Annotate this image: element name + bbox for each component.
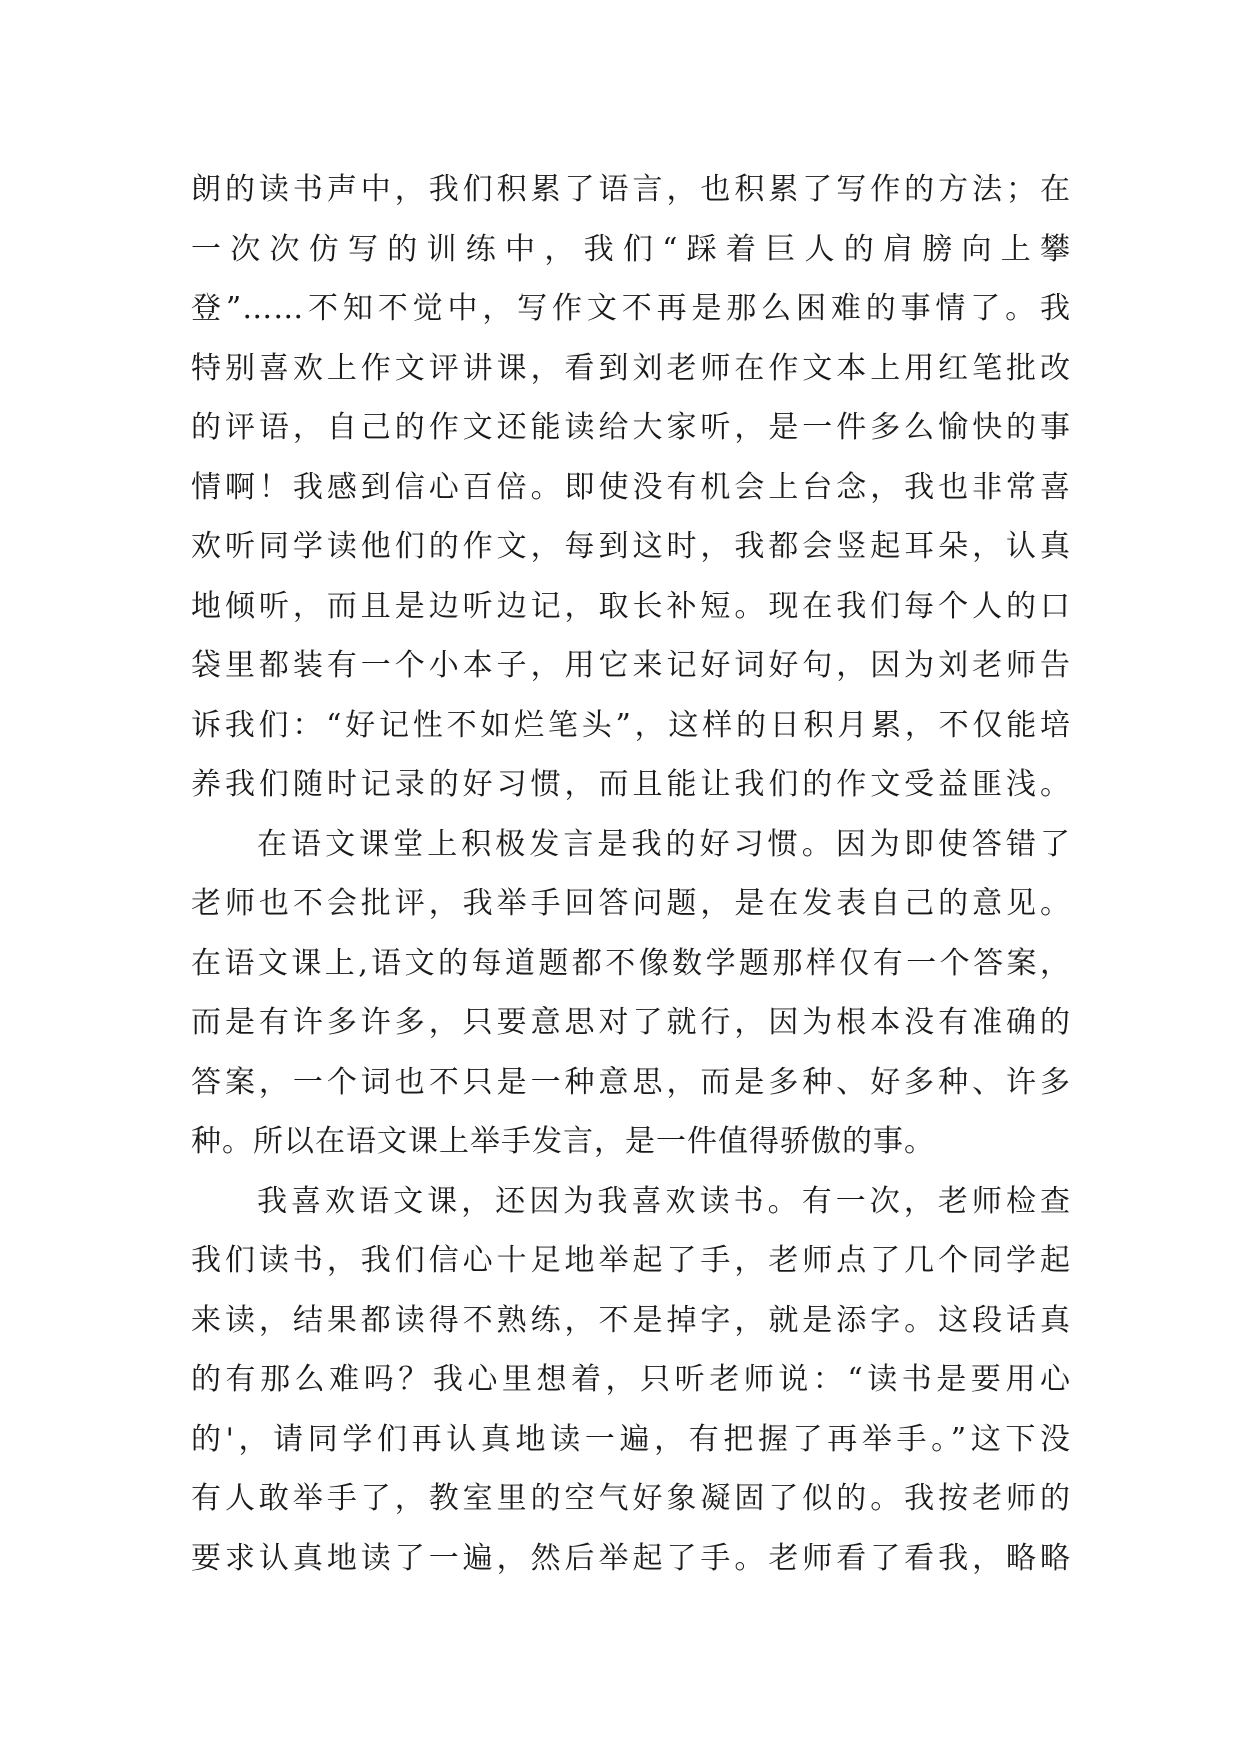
text-line: 的有那么难吗？我心里想着，只听老师说：“读书是要用心 [191, 1362, 1071, 1397]
text-line: 一次次仿写的训练中，我们“踩着巨人的肩膀向上攀 [191, 231, 1071, 267]
text-line: 欢听同学读他们的作文，每到这时，我都会竖起耳朵，认真 [191, 529, 1071, 564]
text-line: 袋里都装有一个小本子，用它来记好词好句，因为刘老师告 [191, 648, 1071, 683]
paragraph-1 [191, 160, 1071, 815]
body-text [191, 160, 1071, 1588]
text-line: 答案，一个词也不只是一种意思，而是多种、好多种、许多 [191, 1064, 1071, 1100]
text-line: 来读，结果都读得不熟练，不是掉字，就是添字。这段话真 [191, 1302, 1071, 1338]
text-line: 有人敢举手了，教室里的空气好象凝固了似的。我按老师的 [191, 1481, 1071, 1516]
text-line: 朗的读书声中，我们积累了语言，也积累了写作的方法；在 [191, 172, 1071, 207]
text-line: 而是有许多许多，只要意思对了就行，因为根本没有准确的 [191, 1005, 1071, 1040]
text-line: 老师也不会批评，我举手回答问题，是在发表自己的意见。 [191, 886, 1071, 921]
text-line: 我们读书，我们信心十足地举起了手，老师点了几个同学起 [191, 1243, 1071, 1278]
text-line: 诉我们：“好记性不如烂笔头”，这样的日积月累，不仅能培 [191, 707, 1071, 743]
text-line: 地倾听，而且是边听边记，取长补短。现在我们每个人的口 [191, 588, 1071, 624]
paragraph-2 [191, 815, 1071, 1172]
text-line: 在语文课堂上积极发言是我的好习惯。因为即使答错了 [257, 826, 1071, 862]
text-line: 养我们随时记录的好习惯，而且能让我们的作文受益匪浅。 [191, 767, 1071, 802]
text-line: 登”……不知不觉中，写作文不再是那么困难的事情了。我 [191, 291, 1071, 326]
text-line: 种。所以在语文课上举手发言，是一件值得骄傲的事。 [191, 1124, 935, 1159]
text-line: 的评语，自己的作文还能读给大家听，是一件多么愉快的事 [191, 410, 1071, 445]
text-line: 我喜欢语文课，还因为我喜欢读书。有一次，老师检查 [257, 1183, 1071, 1219]
text-line: 的'，请同学们再认真地读一遍，有把握了再举手。”这下没 [191, 1421, 1071, 1457]
text-line: 要求认真地读了一遍，然后举起了手。老师看了看我，略略 [191, 1540, 1071, 1576]
text-line: 特别喜欢上作文评讲课，看到刘老师在作文本上用红笔批改 [191, 350, 1071, 386]
text-line: 情啊！我感到信心百倍。即使没有机会上台念，我也非常喜 [191, 469, 1071, 505]
text-line: 在语文课上,语文的每道题都不像数学题那样仅有一个答案， [191, 945, 1071, 981]
paragraph-3 [191, 1172, 1071, 1589]
